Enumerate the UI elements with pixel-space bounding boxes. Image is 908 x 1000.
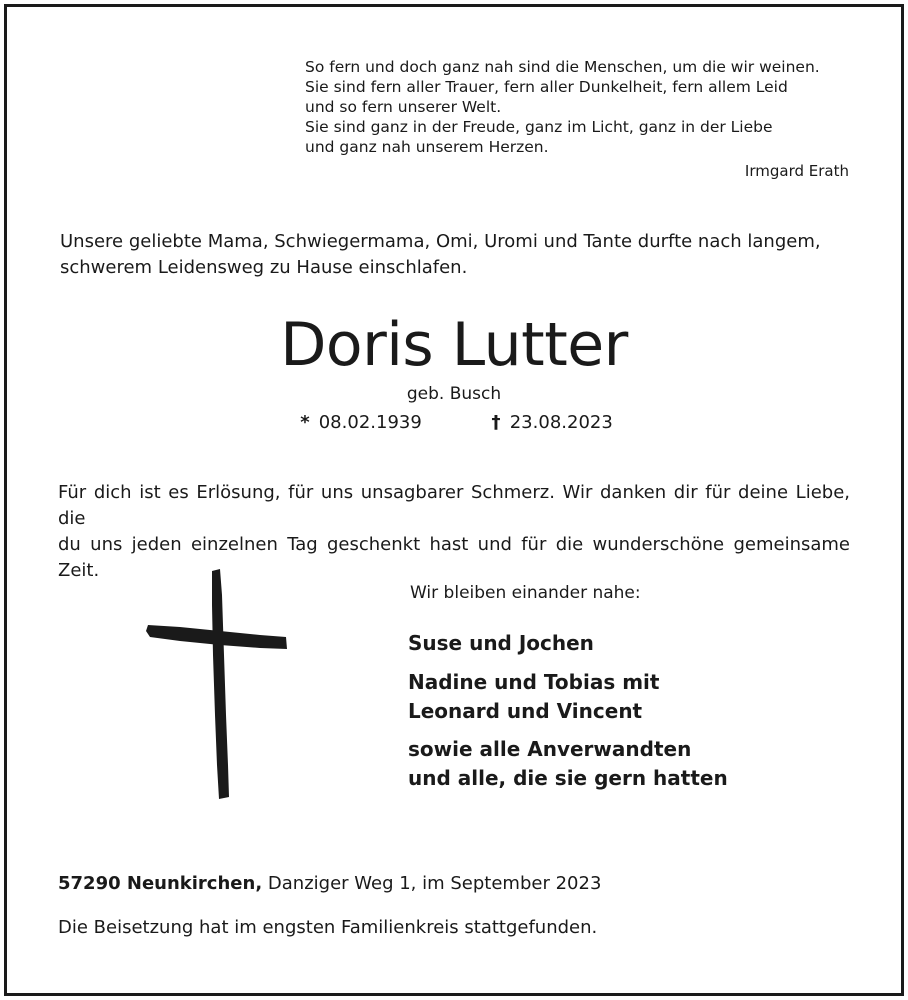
mourner-group [408,735,728,793]
farewell-line: du uns jeden einzelnen Tag geschenkt hast und für die wunderschöne gemeinsame Zeit. [58,534,850,581]
farewell-line: Für dich ist es Erlösung, für uns unsagbarer Schmerz. Wir danken dir für deine Liebe, die [58,482,850,529]
mourner-line: Leonard und Vincent [408,699,643,723]
death-date-line [488,410,613,436]
birth-date-line [297,410,422,436]
cross-icon [140,565,300,809]
mourner-line: Nadine und Tobias mit [408,670,660,694]
intro-line: schwerem Leidensweg zu Hause einschlafen. [60,257,468,278]
mourner-group [408,668,659,726]
poem-line: So fern und doch ganz nah sind die Menschen, um die wir weinen. [305,58,820,76]
address-rest: Danziger Weg 1, im September 2023 [267,873,602,894]
death-date: 23.08.2023 [509,412,613,433]
poem [305,57,851,157]
address-line [58,871,601,897]
poem-line: Sie sind ganz in der Freude, ganz im Licht, ganz in der Liebe [305,118,773,136]
poem-author: Irmgard Erath [744,162,849,180]
birth-date: 08.02.1939 [318,412,422,433]
address-city: 57290 Neunkirchen, [58,873,263,894]
intro-line: Unsere geliebte Mama, Schwiegermama, Omi, Uromi und Tante durfte nach langem, [60,231,821,252]
poem-line: und so fern unserer Welt. [305,98,502,116]
poem-line: und ganz nah unserem Herzen. [305,138,549,156]
intro-text [60,229,860,281]
poem-line: Sie sind fern aller Trauer, fern aller Dunkelheit, fern allem Leid [305,78,788,96]
mourner-line: und alle, die sie gern hatten [408,766,728,790]
birth-symbol: * [300,412,310,433]
death-symbol: † [491,412,501,433]
mourner-group [408,629,594,658]
birth-name: geb. Busch [406,384,502,404]
mourner-line: sowie alle Anverwandten [408,737,692,761]
deceased-name: Doris Lutter [280,310,628,380]
burial-note: Die Beisetzung hat im engsten Familienkreis stattgefunden. [58,917,598,938]
mourner-line: Suse und Jochen [408,631,594,655]
mourners-heading: Wir bleiben einander nahe: [410,583,641,603]
